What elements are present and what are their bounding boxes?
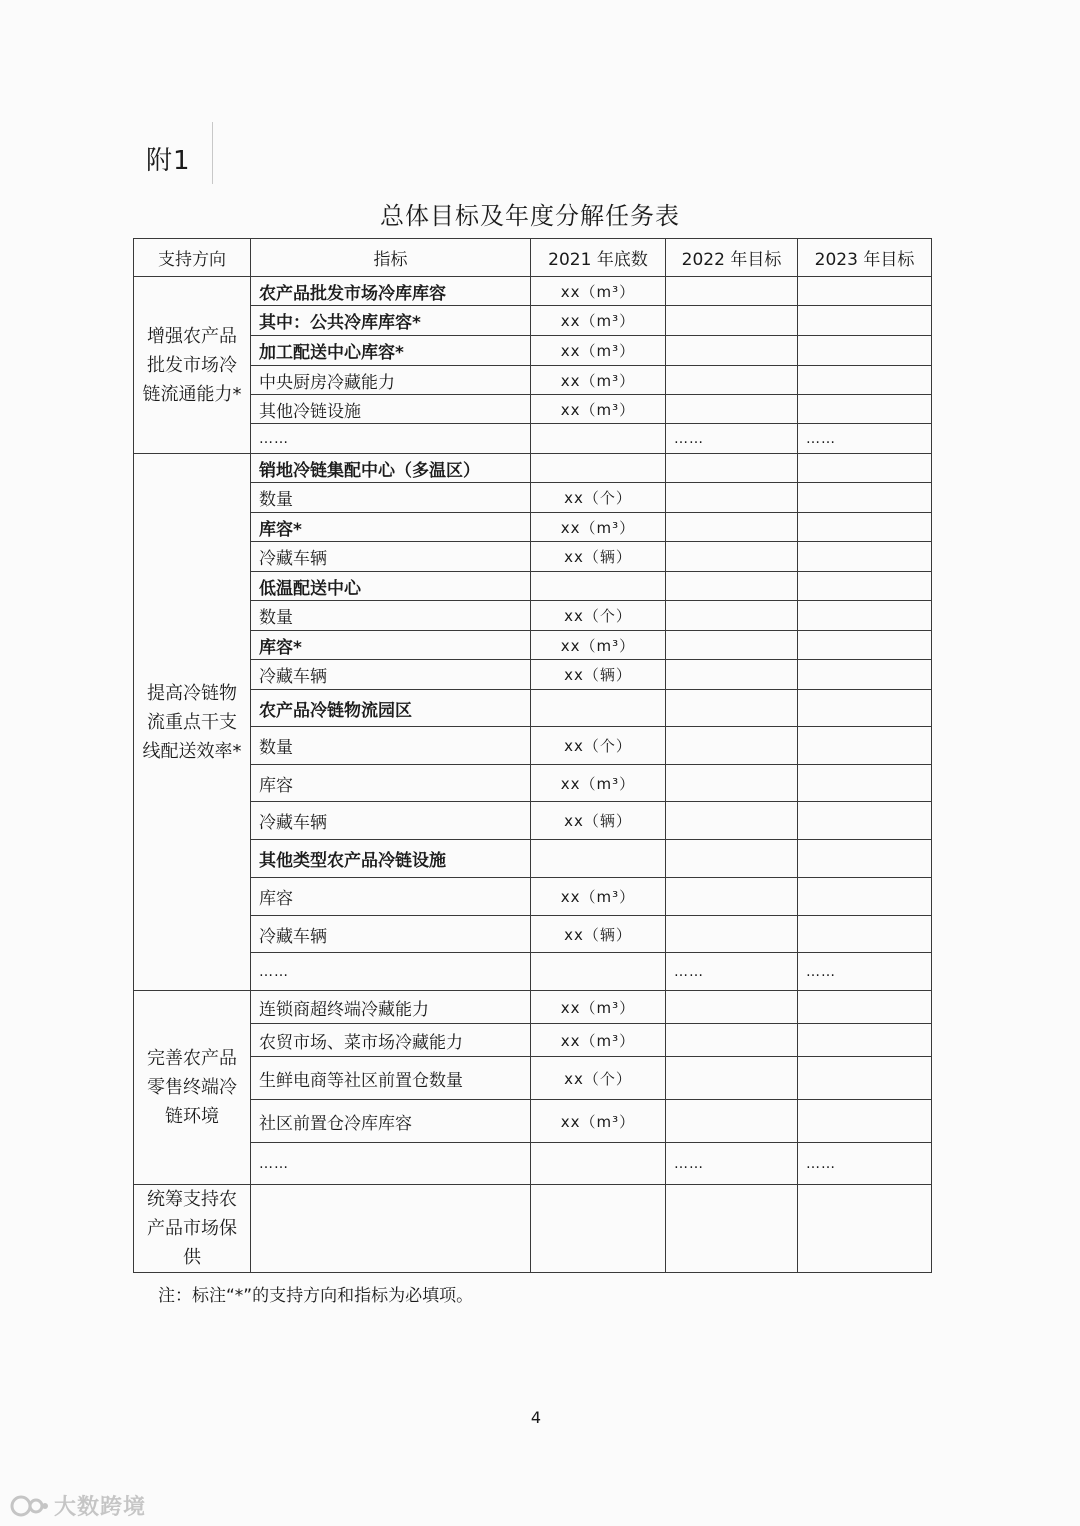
table-row: [134, 542, 932, 572]
indicator-cell: 生鲜电商等社区前置仓数量: [251, 1057, 531, 1100]
indicator-cell: 数量: [251, 727, 531, 765]
indicator-cell: 农产品冷链物流园区: [251, 690, 531, 727]
target-2023-cell[interactable]: [798, 840, 932, 878]
target-2023-cell[interactable]: [798, 765, 932, 802]
table-row: [134, 277, 932, 306]
target-2023-cell[interactable]: ……: [798, 424, 932, 454]
table-row: [134, 424, 932, 454]
indicator-cell: 其他冷链设施: [251, 395, 531, 424]
table-row: [134, 601, 932, 631]
table-row: [134, 878, 932, 916]
table-row: [134, 690, 932, 727]
table-row: [134, 1100, 932, 1143]
indicator-cell: 其中：公共冷库库容*: [251, 306, 531, 336]
table-row: [134, 1057, 932, 1100]
target-2023-cell[interactable]: [798, 1057, 932, 1100]
target-2023-cell[interactable]: [798, 454, 932, 483]
base-value-2021-cell[interactable]: [531, 572, 666, 601]
base-value-2021-cell[interactable]: [531, 840, 666, 878]
table-row: [134, 1185, 932, 1273]
target-2022-cell[interactable]: [666, 336, 798, 366]
col-header-2022: 2022 年目标: [666, 239, 798, 277]
watermark-text: 大数跨境: [54, 1495, 147, 1520]
target-2022-cell[interactable]: [666, 366, 798, 395]
table-row: [134, 1024, 932, 1057]
target-2022-cell[interactable]: [666, 306, 798, 336]
base-value-2021-cell[interactable]: xx（m³）: [531, 366, 666, 395]
target-2022-cell[interactable]: [666, 1024, 798, 1057]
base-value-2021-cell[interactable]: xx（m³）: [531, 306, 666, 336]
target-2022-cell[interactable]: ……: [666, 1143, 798, 1185]
base-value-2021-cell[interactable]: [531, 454, 666, 483]
indicator-cell: 社区前置仓冷库库容: [251, 1100, 531, 1143]
table-row: [134, 840, 932, 878]
indicator-cell: 农贸市场、菜市场冷藏能力: [251, 1024, 531, 1057]
target-2023-cell[interactable]: [798, 366, 932, 395]
footnote: 注：标注“*”的支持方向和指标为必填项。: [158, 1286, 474, 1306]
base-value-2021-cell[interactable]: xx（个）: [531, 1057, 666, 1100]
target-2022-cell[interactable]: [666, 1185, 798, 1273]
target-2022-cell[interactable]: [666, 601, 798, 631]
support-direction-cell: 统筹支持农产品市场保供: [134, 1185, 251, 1273]
indicator-cell: 数量: [251, 601, 531, 631]
base-value-2021-cell[interactable]: xx（m³）: [531, 336, 666, 366]
table-row: [134, 572, 932, 601]
target-2022-cell[interactable]: [666, 1057, 798, 1100]
target-2023-cell[interactable]: [798, 542, 932, 572]
base-value-2021-cell[interactable]: xx（辆）: [531, 802, 666, 840]
col-header-2023: 2023 年目标: [798, 239, 932, 277]
indicator-cell: ……: [251, 424, 531, 454]
target-2022-cell[interactable]: ……: [666, 953, 798, 991]
indicator-cell: 其他类型农产品冷链设施: [251, 840, 531, 878]
base-value-2021-cell[interactable]: xx（个）: [531, 727, 666, 765]
target-2022-cell[interactable]: [666, 454, 798, 483]
target-2023-cell[interactable]: ……: [798, 1143, 932, 1185]
base-value-2021-cell[interactable]: xx（m³）: [531, 1100, 666, 1143]
task-table: [133, 238, 932, 1273]
target-2022-cell[interactable]: [666, 483, 798, 513]
base-value-2021-cell[interactable]: xx（m³）: [531, 277, 666, 306]
target-2022-cell[interactable]: [666, 727, 798, 765]
table-header-row: [134, 239, 932, 277]
target-2022-cell[interactable]: [666, 991, 798, 1024]
target-2022-cell[interactable]: [666, 690, 798, 727]
table-row: [134, 1143, 932, 1185]
target-2023-cell[interactable]: [798, 690, 932, 727]
target-2023-cell[interactable]: [798, 1185, 932, 1273]
target-2023-cell[interactable]: [798, 395, 932, 424]
target-2023-cell[interactable]: [798, 483, 932, 513]
base-value-2021-cell[interactable]: xx（个）: [531, 601, 666, 631]
indicator-cell: 连锁商超终端冷藏能力: [251, 991, 531, 1024]
indicator-cell: 冷藏车辆: [251, 802, 531, 840]
target-2022-cell[interactable]: [666, 542, 798, 572]
base-value-2021-cell[interactable]: xx（辆）: [531, 916, 666, 953]
indicator-cell: 冷藏车辆: [251, 660, 531, 690]
indicator-cell: [251, 1185, 531, 1273]
table-row: [134, 336, 932, 366]
base-value-2021-cell[interactable]: xx（m³）: [531, 991, 666, 1024]
target-2022-cell[interactable]: [666, 631, 798, 660]
attachment-label: 附1: [146, 146, 191, 176]
base-value-2021-cell[interactable]: [531, 953, 666, 991]
indicator-cell: 库容*: [251, 631, 531, 660]
target-2023-cell[interactable]: [798, 802, 932, 840]
target-2022-cell[interactable]: ……: [666, 424, 798, 454]
target-2022-cell[interactable]: [666, 660, 798, 690]
base-value-2021-cell[interactable]: [531, 1143, 666, 1185]
target-2023-cell[interactable]: [798, 727, 932, 765]
table-row: [134, 765, 932, 802]
table-row: [134, 454, 932, 483]
target-2022-cell[interactable]: [666, 802, 798, 840]
table-row: [134, 513, 932, 542]
base-value-2021-cell[interactable]: xx（个）: [531, 483, 666, 513]
indicator-cell: 农产品批发市场冷库库容: [251, 277, 531, 306]
base-value-2021-cell[interactable]: xx（m³）: [531, 1024, 666, 1057]
base-value-2021-cell[interactable]: xx（m³）: [531, 765, 666, 802]
target-2023-cell[interactable]: [798, 572, 932, 601]
target-2022-cell[interactable]: [666, 395, 798, 424]
indicator-cell: 库容: [251, 878, 531, 916]
table-row: [134, 802, 932, 840]
target-2022-cell[interactable]: [666, 277, 798, 306]
document-title: 总体目标及年度分解任务表: [380, 202, 680, 230]
scan-artifact-line: [212, 122, 213, 184]
table-row: [134, 916, 932, 953]
indicator-cell: 销地冷链集配中心（多温区）: [251, 454, 531, 483]
target-2023-cell[interactable]: [798, 336, 932, 366]
support-direction-cell: 增强农产品批发市场冷链流通能力*: [134, 277, 251, 454]
indicator-cell: 库容: [251, 765, 531, 802]
indicator-cell: 加工配送中心库容*: [251, 336, 531, 366]
target-2023-cell[interactable]: [798, 1100, 932, 1143]
target-2022-cell[interactable]: [666, 513, 798, 542]
table-row: [134, 366, 932, 395]
target-2022-cell[interactable]: [666, 916, 798, 953]
target-2023-cell[interactable]: [798, 513, 932, 542]
support-direction-cell: 完善农产品零售终端冷链环境: [134, 991, 251, 1185]
col-header-direction: 支持方向: [134, 239, 251, 277]
indicator-cell: 冷藏车辆: [251, 916, 531, 953]
target-2023-cell[interactable]: [798, 306, 932, 336]
target-2023-cell[interactable]: [798, 631, 932, 660]
target-2023-cell[interactable]: [798, 991, 932, 1024]
base-value-2021-cell[interactable]: xx（m³）: [531, 878, 666, 916]
table-row: [134, 631, 932, 660]
table-body: [134, 277, 932, 1273]
base-value-2021-cell[interactable]: xx（辆）: [531, 660, 666, 690]
table-row: [134, 991, 932, 1024]
table-row: [134, 953, 932, 991]
base-value-2021-cell[interactable]: xx（m³）: [531, 631, 666, 660]
indicator-cell: 数量: [251, 483, 531, 513]
support-direction-cell: 提高冷链物流重点干支线配送效率*: [134, 454, 251, 991]
target-2023-cell[interactable]: [798, 277, 932, 306]
indicator-cell: 冷藏车辆: [251, 542, 531, 572]
target-2023-cell[interactable]: [798, 1024, 932, 1057]
table-row: [134, 306, 932, 336]
watermark-logo-icon: [10, 1493, 50, 1519]
indicator-cell: ……: [251, 1143, 531, 1185]
target-2023-cell[interactable]: [798, 660, 932, 690]
target-2023-cell[interactable]: [798, 878, 932, 916]
table-row: [134, 727, 932, 765]
base-value-2021-cell[interactable]: xx（m³）: [531, 513, 666, 542]
table-row: [134, 395, 932, 424]
indicator-cell: 库容*: [251, 513, 531, 542]
target-2022-cell[interactable]: [666, 572, 798, 601]
target-2022-cell[interactable]: [666, 765, 798, 802]
target-2023-cell[interactable]: [798, 601, 932, 631]
page-number: 4: [530, 1408, 542, 1427]
base-value-2021-cell[interactable]: xx（辆）: [531, 542, 666, 572]
target-2022-cell[interactable]: [666, 878, 798, 916]
col-header-2021: 2021 年底数: [531, 239, 666, 277]
col-header-indicator: 指标: [251, 239, 531, 277]
base-value-2021-cell[interactable]: xx（m³）: [531, 395, 666, 424]
target-2022-cell[interactable]: [666, 1100, 798, 1143]
base-value-2021-cell[interactable]: [531, 1185, 666, 1273]
base-value-2021-cell[interactable]: [531, 690, 666, 727]
target-2022-cell[interactable]: [666, 840, 798, 878]
target-2023-cell[interactable]: [798, 916, 932, 953]
table-row: [134, 483, 932, 513]
watermark: [10, 1490, 146, 1521]
target-2023-cell[interactable]: ……: [798, 953, 932, 991]
indicator-cell: 中央厨房冷藏能力: [251, 366, 531, 395]
base-value-2021-cell[interactable]: [531, 424, 666, 454]
table-row: [134, 660, 932, 690]
indicator-cell: 低温配送中心: [251, 572, 531, 601]
indicator-cell: ……: [251, 953, 531, 991]
